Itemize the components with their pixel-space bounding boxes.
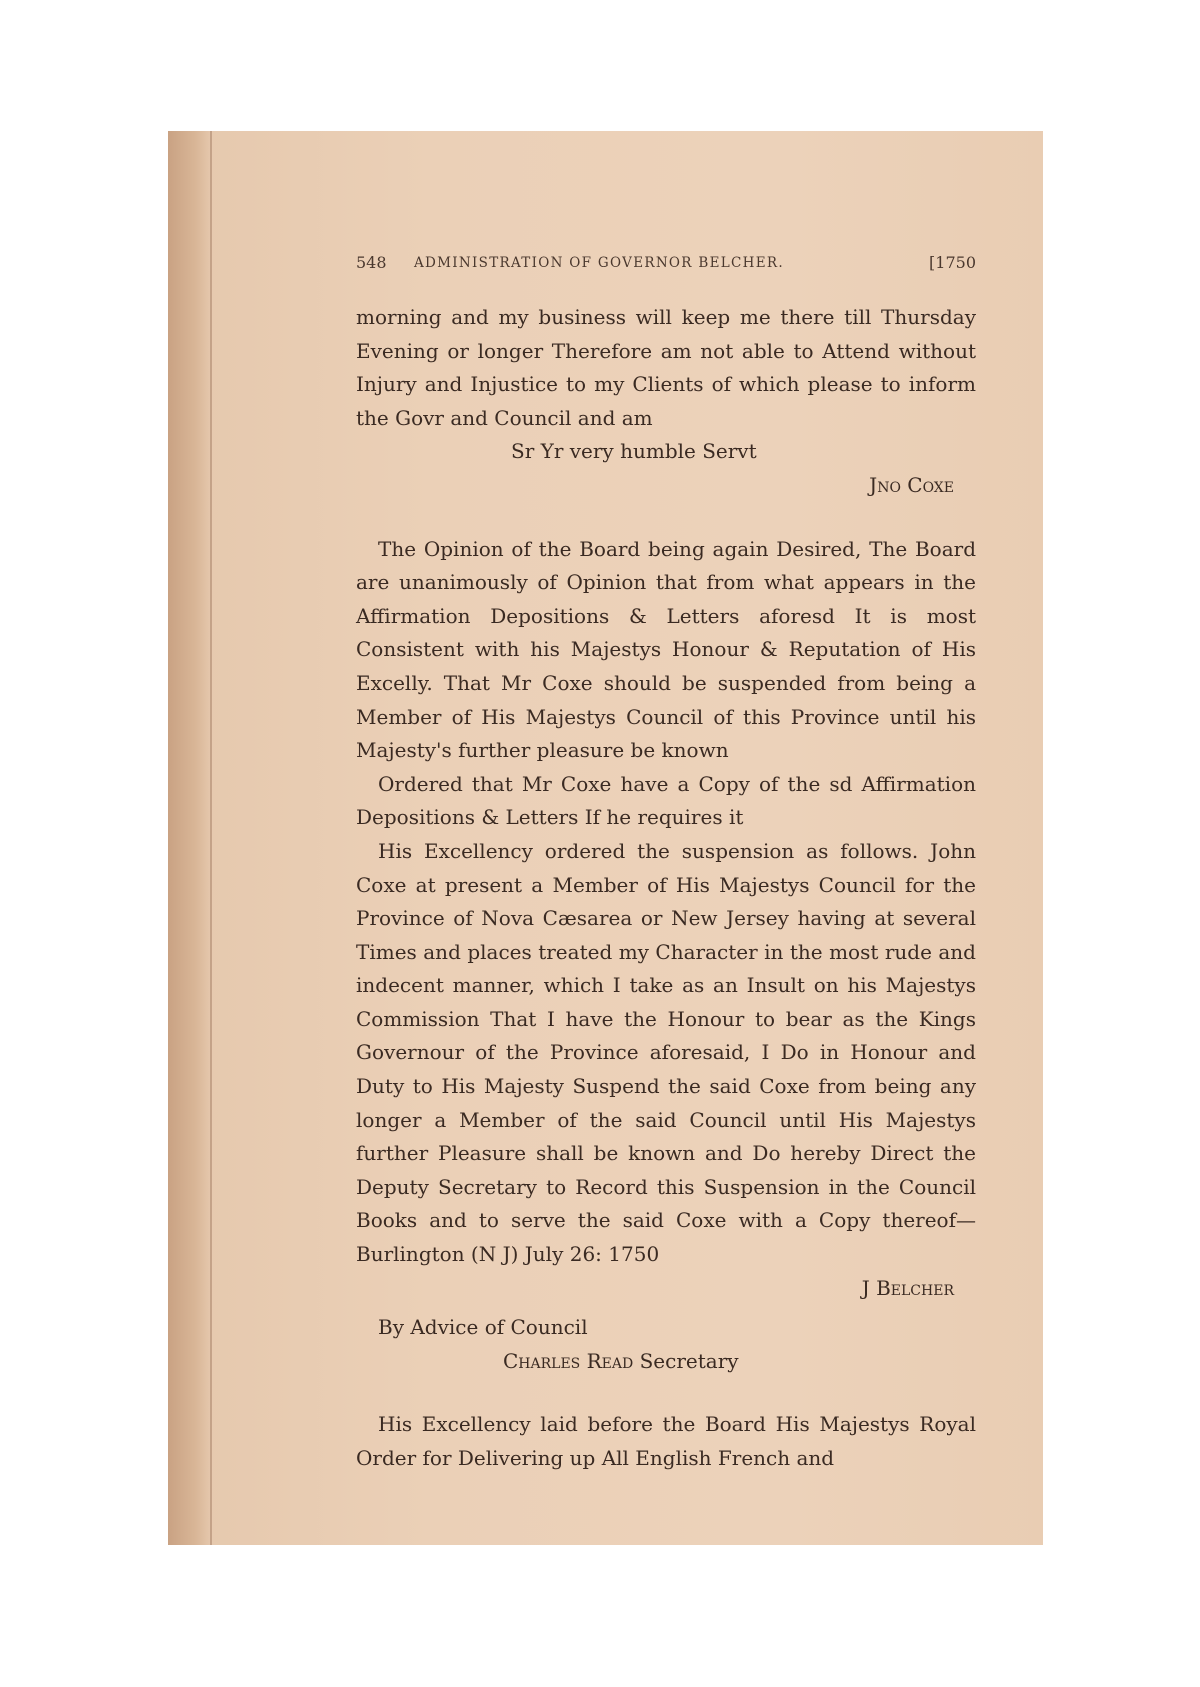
ordered-paragraph: Ordered that Mr Coxe have a Copy of the sd Affirmation Depositions & Letters If he requires it [356, 771, 976, 830]
running-title: ADMINISTRATION OF GOVERNOR BELCHER. [414, 255, 784, 271]
secretary-name: Charles Read [503, 1348, 634, 1373]
advice-of-council: By Advice of Council [378, 1315, 588, 1340]
scanned-page [168, 131, 1043, 1545]
royal-order-paragraph: His Excellency laid before the Board His Majestys Royal Order for Delivering up All English French and [356, 1412, 976, 1470]
secretary-title: Secretary [639, 1348, 739, 1373]
suspension-paragraph: His Excellency ordered the suspension as follows. John Coxe at present a Member of His Majestys Council for the Province of Nova Cæsarea or New Jersey having at several Times and places treated my Character in the most rude and indecent manner, which I take as an Insult on his Majestys Commission That I have the Honour to bear as the Kings Governour of the Province aforesaid, I Do in Honour and Duty to His Majesty Suspend the said Coxe from being any longer a Member of the said Council until His Majestys further Pleasure shall be known and Do hereby Direct the Deputy Secretary to Record this Suspension in the Council Books and to serve the said Coxe with a Copy thereof—Burlington (N J) July 26: 1750 [356, 838, 976, 1267]
governor-signature: J Belcher [861, 1275, 954, 1300]
letter-closing: Sr Yr very humble Servt [511, 439, 757, 464]
secretary-line [356, 1345, 976, 1379]
page-number: 548 [356, 253, 387, 272]
running-head [356, 253, 976, 279]
book-gutter-shadow [168, 131, 212, 1545]
running-year: [1750 [929, 253, 976, 272]
opinion-paragraph: The Opinion of the Board being again Desired, The Board are unanimously of Opinion that from what appears in the Affirmation Depositions & Letters aforesd It is most Consistent with his Majestys Honour & Reputation of His Excelly. That Mr Coxe should be suspended from being a Member of His Majestys Council of this Province until his Majesty's further pleasure be known [356, 536, 976, 763]
page-body [356, 301, 976, 1476]
letter-signature: Jno Coxe [869, 472, 954, 497]
letter-paragraph: morning and my business will keep me there till Thursday Evening or longer Therefore am not able to Attend without Injury and Injustice to my Clients of which please to inform the Govr and Council and am [356, 305, 976, 430]
book-spine-edge [210, 131, 212, 1545]
